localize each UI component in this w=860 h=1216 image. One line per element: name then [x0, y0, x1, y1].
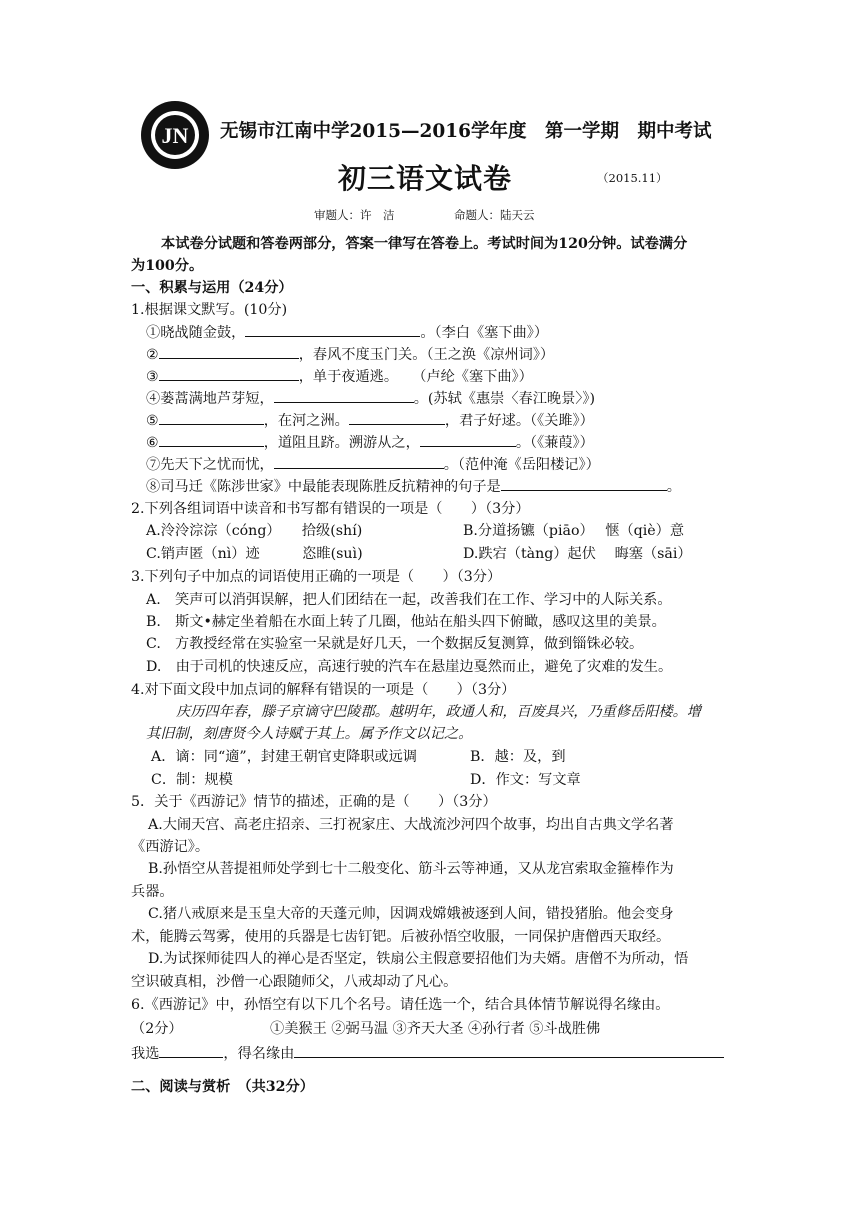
q5-option-d-line-2: 空识破真相，沙僧一心跟随师父，八戒却动了凡心。	[131, 974, 458, 990]
q3-stem: 3.下列句子中加点的词语使用正确的一项是（ ）（3分）	[131, 569, 502, 585]
q1-stem: 1.根据课文默写。(10分)	[131, 302, 288, 318]
q2-stem: 2.下列各组词语中读音和书写都有错误的一项是（ ）（3分）	[131, 501, 530, 517]
q4-stem: 4.对下面文段中加点词的解释有错误的一项是（ ）（3分）	[131, 682, 516, 698]
q4-option-a: A．谪：同“適”，封建王朝官吏降职或远调	[151, 749, 417, 765]
q5-option-a-line-1: A.大闹天宫、高老庄招亲、三打祝家庄、大战流沙河四个故事，均出自古典文学名著	[148, 817, 674, 833]
answer-blank	[159, 410, 264, 425]
q2-option-d: D.跌宕（tàng）起伏 晦塞（sāi）	[463, 546, 692, 562]
intro-line-1: 本试卷分试题和答卷两部分，答案一律写在答卷上。考试时间为120分钟。试卷满分	[161, 236, 688, 252]
school-logo	[140, 100, 210, 170]
q2-option-a: A.泠泠淙淙（cóng） 拾级(shí)	[146, 523, 363, 539]
q6-stem: 6.《西游记》中，孙悟空有以下几个名号。请任选一个，结合具体情节解说得名缘由。	[131, 997, 670, 1013]
q5-option-b-line-1: B.孙悟空从菩提祖师处学到七十二般变化、筋斗云等神通，又从龙宫索取金箍棒作为	[148, 861, 674, 877]
answer-blank	[349, 410, 445, 425]
logo-letters: JN	[161, 123, 189, 148]
intro-line-2: 为100分。	[131, 258, 204, 274]
school-line: 无锡市江南中学2015—2016学年度 第一学期 期中考试	[220, 121, 712, 142]
q3-option-b: B. 斯文•赫定坐着船在水面上转了几圈，他站在船头四下俯瞰，感叹这里的美景。	[146, 614, 666, 630]
author: 命题人：陆天云	[454, 208, 535, 222]
answer-blank	[294, 1043, 724, 1058]
q3-option-d: D. 由于司机的快速反应，高速行驶的汽车在悬崖边戛然而止，避免了灾难的发生。	[146, 659, 673, 675]
q6-answer-line: 我选 ，得名缘由	[131, 1043, 724, 1064]
reviewer: 审题人：许 洁	[314, 208, 395, 222]
q1-item-4: ④蒌蒿满地芦芽短， 。(苏轼《惠崇〈春江晚景〉》)	[146, 388, 595, 409]
q4-option-c: C．制：规模	[151, 772, 233, 788]
q3-option-c: C. 方教授经常在实验室一呆就是好几天，一个数据反复测算，做到锱铢必较。	[146, 636, 644, 652]
q5-option-d-line-1: D.为试探师徒四人的禅心是否坚定，铁扇公主假意要招他们为夫婿。唐僧不为所动，悟	[148, 951, 689, 967]
q1-item-2: ② ，春风不度玉门关。（王之涣《凉州词》）	[146, 344, 554, 365]
q5-option-c-line-2: 术，能腾云驾雾，使用的兵器是七齿钉钯。后被孙悟空收服，一同保护唐僧西天取经。	[131, 929, 671, 945]
section1-heading: 一、积累与运用（24分）	[131, 280, 293, 296]
exam-date: （2015.11）	[597, 171, 668, 185]
q1-item-3: ③ ，单于夜遁逃。 （卢纶《塞下曲》）	[146, 366, 533, 387]
q1-item-8: ⑧司马迁《陈涉世家》中最能表现陈胜反抗精神的句子是 。	[146, 476, 681, 497]
q1-item-1: ①晓战随金鼓， 。（李白《塞下曲》）	[146, 322, 548, 343]
answer-blank	[274, 388, 414, 403]
q2-option-b: B.分道扬镳（piāo） 惬（qiè）意	[463, 523, 685, 539]
answer-blank	[159, 344, 299, 359]
answer-blank	[274, 454, 444, 469]
q5-option-c-line-1: C.猪八戒原来是玉皇大帝的天蓬元帅，因调戏嫦娥被逐到人间，错投猪胎。他会变身	[148, 906, 674, 922]
q1-item-7: ⑦先天下之忧而忧， 。（范仲淹《岳阳楼记》）	[146, 454, 600, 475]
q5-stem: 5．关于《西游记》情节的描述，正确的是（ ）（3分）	[131, 794, 497, 810]
q5-option-a-line-2: 《西游记》。	[131, 839, 210, 855]
q4-passage-line-2: 其旧制，刻唐贤今人诗赋于其上。属予作文以记之。	[146, 726, 473, 742]
q5-option-b-line-2: 兵器。	[131, 884, 174, 900]
q4-option-d: D．作文：写文章	[470, 772, 581, 788]
answer-blank	[159, 1043, 223, 1058]
answer-blank	[501, 476, 667, 491]
section2-heading: 二、阅读与赏析 （共32分）	[131, 1079, 314, 1095]
answer-blank	[159, 366, 299, 381]
exam-title: 初三语文试卷	[338, 162, 513, 195]
q4-option-b: B．越：及，到	[470, 749, 566, 765]
q6-options: ①美猴王 ②弼马温 ③齐天大圣 ④孙行者 ⑤斗战胜佛	[270, 1021, 601, 1037]
answer-blank	[420, 432, 516, 447]
q3-option-a: A. 笑声可以消弭误解，把人们团结在一起，改善我们在工作、学习中的人际关系。	[146, 592, 672, 608]
q4-passage-line-1: 庆历四年春，滕子京谪守巴陵郡。越明年，政通人和，百废具兴，乃重修岳阳楼。增	[176, 704, 701, 720]
answer-blank	[159, 432, 264, 447]
answer-blank	[245, 322, 420, 337]
q1-item-5: ⑤ ，在河之洲。 ，君子好逑。（《关雎》）	[146, 410, 594, 431]
q2-option-c: C.销声匿（nì）迹 恣睢(suì)	[146, 546, 363, 562]
q6-points: （2分）	[131, 1021, 183, 1037]
q1-item-6: ⑥ ，道阻且跻。溯游从之， 。（《蒹葭》）	[146, 432, 594, 453]
